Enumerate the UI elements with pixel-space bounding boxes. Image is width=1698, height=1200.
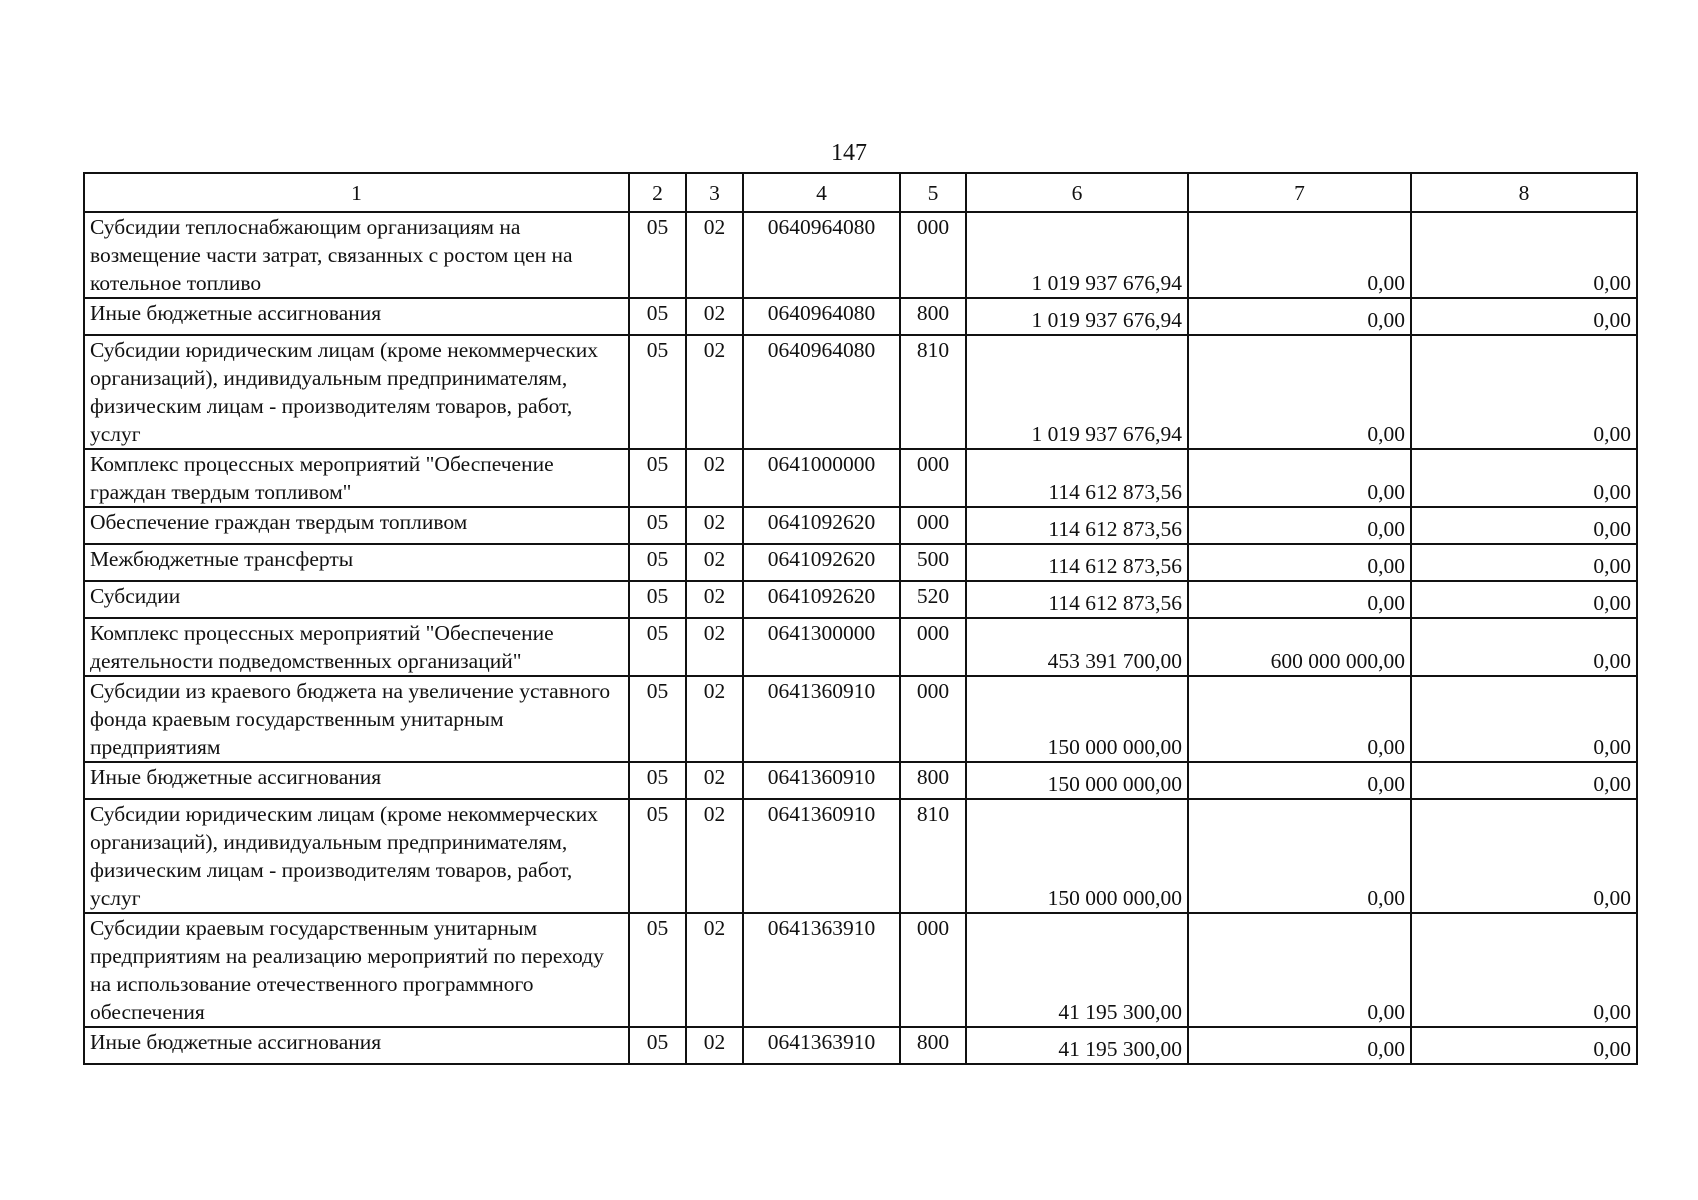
- page-number: 147: [831, 140, 867, 166]
- table-row: [84, 581, 1637, 618]
- amount-col7: 600 000 000,00: [1188, 618, 1411, 676]
- amount-col6: 41 195 300,00: [966, 1027, 1188, 1064]
- table-row: [84, 676, 1637, 762]
- subsection-code: 02: [686, 544, 743, 581]
- column-header: 3: [686, 173, 743, 212]
- table-row: [84, 1027, 1637, 1064]
- amount-col7: 0,00: [1188, 581, 1411, 618]
- amount-col7: 0,00: [1188, 676, 1411, 762]
- amount-col8: 0,00: [1411, 298, 1637, 335]
- table-row: [84, 544, 1637, 581]
- target-article-code: 0640964080: [743, 212, 900, 298]
- table-row: [84, 799, 1637, 913]
- section-code: 05: [629, 298, 686, 335]
- amount-col6: 1 019 937 676,94: [966, 298, 1188, 335]
- target-article-code: 0640964080: [743, 335, 900, 449]
- section-code: 05: [629, 762, 686, 799]
- amount-col7: 0,00: [1188, 913, 1411, 1027]
- subsection-code: 02: [686, 762, 743, 799]
- expense-type-code: 800: [900, 1027, 966, 1064]
- target-article-code: 0641092620: [743, 544, 900, 581]
- subsection-code: 02: [686, 298, 743, 335]
- amount-col6: 453 391 700,00: [966, 618, 1188, 676]
- section-code: 05: [629, 676, 686, 762]
- table-row: [84, 212, 1637, 298]
- expense-type-code: 000: [900, 507, 966, 544]
- amount-col6: 150 000 000,00: [966, 762, 1188, 799]
- amount-col8: 0,00: [1411, 1027, 1637, 1064]
- expense-type-code: 000: [900, 676, 966, 762]
- column-header: 2: [629, 173, 686, 212]
- amount-col8: 0,00: [1411, 449, 1637, 507]
- amount-col7: 0,00: [1188, 762, 1411, 799]
- section-code: 05: [629, 913, 686, 1027]
- section-code: 05: [629, 581, 686, 618]
- target-article-code: 0641360910: [743, 799, 900, 913]
- section-code: 05: [629, 335, 686, 449]
- expense-type-code: 000: [900, 618, 966, 676]
- subsection-code: 02: [686, 1027, 743, 1064]
- table-row: [84, 913, 1637, 1027]
- amount-col7: 0,00: [1188, 449, 1411, 507]
- section-code: 05: [629, 799, 686, 913]
- column-header: 6: [966, 173, 1188, 212]
- amount-col7: 0,00: [1188, 1027, 1411, 1064]
- expense-type-code: 520: [900, 581, 966, 618]
- target-article-code: 0641363910: [743, 1027, 900, 1064]
- table-row: [84, 618, 1637, 676]
- row-name: Межбюджетные трансферты: [84, 544, 629, 581]
- expense-type-code: 000: [900, 913, 966, 1027]
- row-name: Субсидии: [84, 581, 629, 618]
- row-name: Субсидии из краевого бюджета на увеличение уставного фонда краевым государственным унитарным предприятиям: [84, 676, 629, 762]
- section-code: 05: [629, 544, 686, 581]
- subsection-code: 02: [686, 212, 743, 298]
- amount-col8: 0,00: [1411, 212, 1637, 298]
- row-name: Иные бюджетные ассигнования: [84, 762, 629, 799]
- column-header: 5: [900, 173, 966, 212]
- subsection-code: 02: [686, 507, 743, 544]
- row-name: Субсидии юридическим лицам (кроме некоммерческих организаций), индивидуальным предпринимателям, физическим лицам - производителям товаров, работ, услуг: [84, 335, 629, 449]
- table-row: [84, 298, 1637, 335]
- target-article-code: 0641092620: [743, 581, 900, 618]
- subsection-code: 02: [686, 449, 743, 507]
- amount-col8: 0,00: [1411, 618, 1637, 676]
- expense-type-code: 810: [900, 335, 966, 449]
- row-name: Иные бюджетные ассигнования: [84, 298, 629, 335]
- amount-col8: 0,00: [1411, 544, 1637, 581]
- amount-col8: 0,00: [1411, 581, 1637, 618]
- amount-col8: 0,00: [1411, 799, 1637, 913]
- column-header: 7: [1188, 173, 1411, 212]
- amount-col7: 0,00: [1188, 298, 1411, 335]
- section-code: 05: [629, 618, 686, 676]
- target-article-code: 0641300000: [743, 618, 900, 676]
- row-name: Субсидии юридическим лицам (кроме некоммерческих организаций), индивидуальным предпринимателям, физическим лицам - производителям товаров, работ, услуг: [84, 799, 629, 913]
- row-name: Комплекс процессных мероприятий "Обеспечение деятельности подведомственных организаций": [84, 618, 629, 676]
- section-code: 05: [629, 507, 686, 544]
- amount-col6: 114 612 873,56: [966, 507, 1188, 544]
- expense-type-code: 500: [900, 544, 966, 581]
- amount-col7: 0,00: [1188, 507, 1411, 544]
- target-article-code: 0641360910: [743, 676, 900, 762]
- table-row: [84, 507, 1637, 544]
- section-code: 05: [629, 1027, 686, 1064]
- table-row: [84, 335, 1637, 449]
- expense-type-code: 810: [900, 799, 966, 913]
- column-header: 8: [1411, 173, 1637, 212]
- target-article-code: 0640964080: [743, 298, 900, 335]
- table-row: [84, 762, 1637, 799]
- expense-type-code: 000: [900, 449, 966, 507]
- row-name: Комплекс процессных мероприятий "Обеспечение граждан твердым топливом": [84, 449, 629, 507]
- row-name: Иные бюджетные ассигнования: [84, 1027, 629, 1064]
- target-article-code: 0641000000: [743, 449, 900, 507]
- amount-col8: 0,00: [1411, 913, 1637, 1027]
- column-header: 4: [743, 173, 900, 212]
- expense-type-code: 800: [900, 298, 966, 335]
- amount-col7: 0,00: [1188, 212, 1411, 298]
- expense-type-code: 800: [900, 762, 966, 799]
- amount-col6: 1 019 937 676,94: [966, 335, 1188, 449]
- subsection-code: 02: [686, 618, 743, 676]
- column-header: 1: [84, 173, 629, 212]
- target-article-code: 0641363910: [743, 913, 900, 1027]
- amount-col6: 150 000 000,00: [966, 799, 1188, 913]
- expense-type-code: 000: [900, 212, 966, 298]
- subsection-code: 02: [686, 913, 743, 1027]
- amount-col6: 114 612 873,56: [966, 544, 1188, 581]
- amount-col7: 0,00: [1188, 335, 1411, 449]
- table-row: [84, 449, 1637, 507]
- amount-col6: 150 000 000,00: [966, 676, 1188, 762]
- row-name: Обеспечение граждан твердым топливом: [84, 507, 629, 544]
- section-code: 05: [629, 449, 686, 507]
- section-code: 05: [629, 212, 686, 298]
- target-article-code: 0641360910: [743, 762, 900, 799]
- amount-col6: 114 612 873,56: [966, 449, 1188, 507]
- budget-table: [83, 172, 1638, 1065]
- amount-col8: 0,00: [1411, 507, 1637, 544]
- amount-col8: 0,00: [1411, 335, 1637, 449]
- amount-col6: 1 019 937 676,94: [966, 212, 1188, 298]
- amount-col7: 0,00: [1188, 544, 1411, 581]
- subsection-code: 02: [686, 676, 743, 762]
- subsection-code: 02: [686, 335, 743, 449]
- row-name: Субсидии теплоснабжающим организациям на возмещение части затрат, связанных с ростом цен на котельное топливо: [84, 212, 629, 298]
- amount-col6: 114 612 873,56: [966, 581, 1188, 618]
- subsection-code: 02: [686, 799, 743, 913]
- subsection-code: 02: [686, 581, 743, 618]
- amount-col8: 0,00: [1411, 762, 1637, 799]
- amount-col6: 41 195 300,00: [966, 913, 1188, 1027]
- amount-col7: 0,00: [1188, 799, 1411, 913]
- amount-col8: 0,00: [1411, 676, 1637, 762]
- target-article-code: 0641092620: [743, 507, 900, 544]
- row-name: Субсидии краевым государственным унитарным предприятиям на реализацию мероприятий по переходу на использование отечественного программного обеспечения: [84, 913, 629, 1027]
- header-row: [84, 173, 1637, 212]
